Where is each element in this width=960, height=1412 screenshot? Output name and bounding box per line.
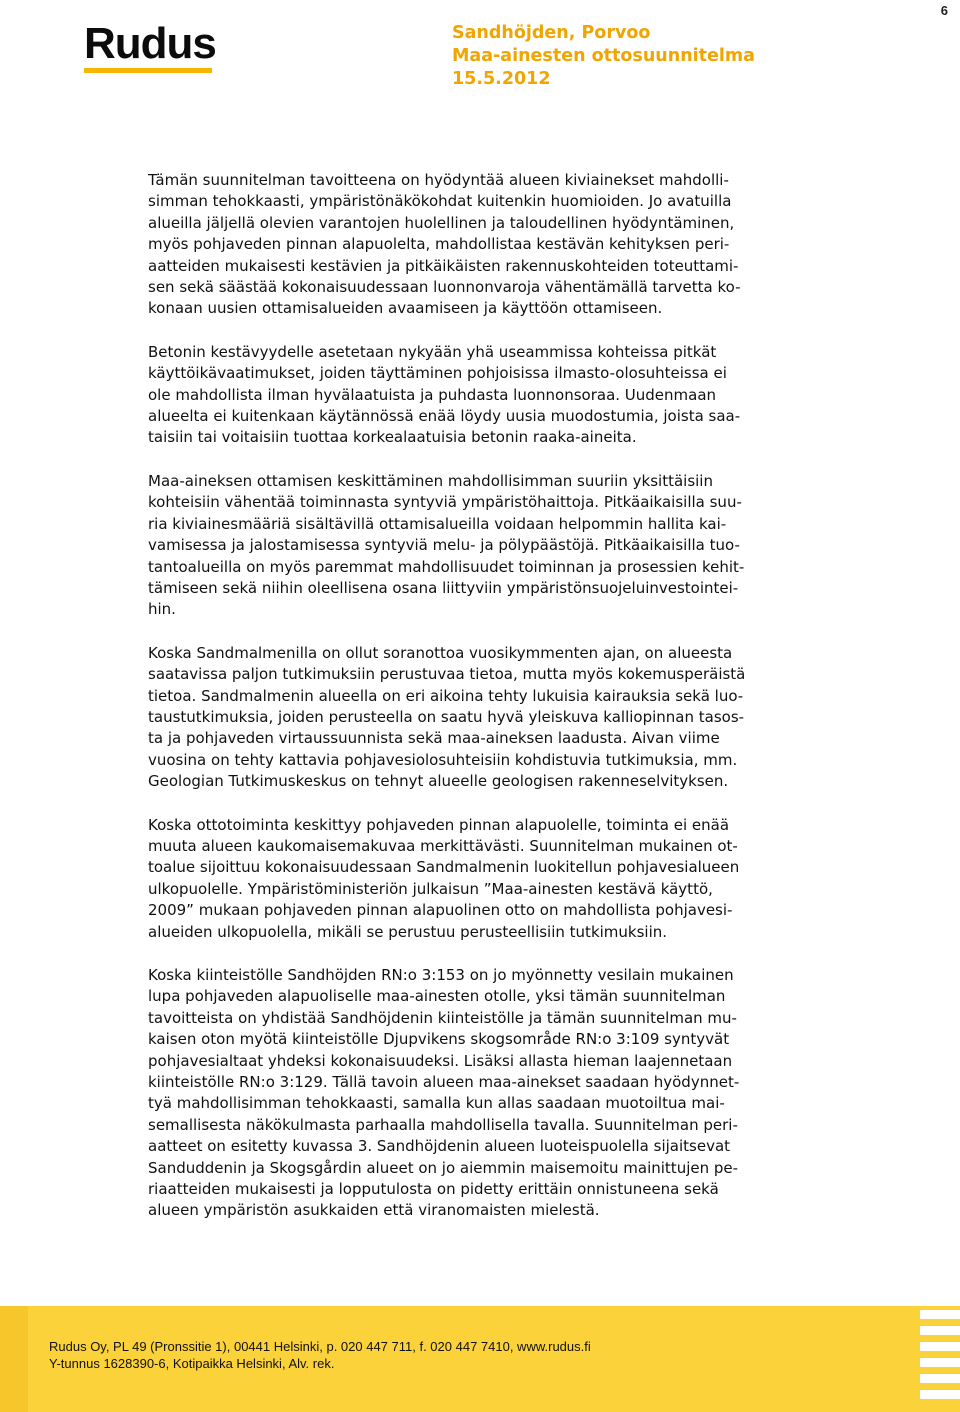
text-line: taustutkimuksia, joiden perusteella on saatu hyvä yleiskuva kalliopinnan tasos- (148, 707, 745, 726)
text-line: tyä mahdollisimman tehokkaasti, samalla kun allas saadaan muotoiltua mai- (148, 1094, 725, 1113)
text-line: vamisessa ja jalostamisessa syntyviä melu- ja pölypäästöjä. Pitkäaikaisilla tuo- (148, 536, 740, 555)
text-line: simman tehokkaasti, ympäristönäkökohdat kuitenkin huomioiden. Jo avatuilla (148, 192, 732, 211)
text-line: ulkopuolelle. Ympäristöministeriön julkaisun ”Maa-ainesten kestävä käyttö, (148, 879, 713, 898)
text-line: alueen ympäristön asukkaiden että viranomaisten mielestä. (148, 1201, 600, 1220)
text-line: ria kiviainesmääriä sisältävillä ottamisalueilla voidaan helpommin hallita kai- (148, 514, 727, 533)
text-line: Koska kiinteistölle Sandhöjden RN:o 3:153 on jo myönnetty vesilain mukainen (148, 966, 734, 984)
text-line: semallisesta näkökulmasta parhaalla mahdollisella tavalla. Suunnitelman peri- (148, 1115, 738, 1134)
page-number: 6 (940, 3, 948, 18)
text-line: lupa pohjaveden alapuoliselle maa-ainesten otolle, yksi tämän suunnitelman (148, 987, 726, 1006)
text-line: Tämän suunnitelman tavoitteena on hyödyntää alueen kiviainekset mahdolli- (148, 171, 729, 189)
text-line: konaan uusien ottamisalueiden avaamiseen ja käyttöön ottamiseen. (148, 299, 663, 318)
text-line: Maa-aineksen ottamisen keskittäminen mahdollisimman suuriin yksittäisiin (148, 471, 713, 490)
text-line: vuosina on tehty kattavia pohjavesiolosuhteisiin kohdistuvia tutkimuksia, mm. (148, 750, 738, 769)
text-line: riaatteiden mukaisesti ja lopputulosta on pidetty erittäin onnistuneena sekä (148, 1180, 719, 1199)
text-line: käyttöikävaatimukset, joiden täyttäminen pohjoisissa ilmasto-olosuhteissa ei (148, 364, 727, 383)
text-line: ole mahdollista ilman hyvälaatuista ja puhdasta luonnonsoraa. Uudenmaan (148, 385, 717, 404)
text-line: alueiden ulkopuolella, mikäli se perustuu perusteellisiin tutkimuksiin. (148, 922, 668, 941)
text-line: myös pohjaveden pinnan alapuolelta, mahdollistaa kestävän kehityksen peri- (148, 235, 730, 254)
paragraph (148, 815, 854, 943)
footer-company-id: Y-tunnus 1628390-6, Kotipaikka Helsinki, Alv. rek. (49, 1356, 335, 1371)
text-line: tämiseen sekä niihin oleellisena osana liittyviin ympäristönsuojeluinvestointei- (148, 578, 739, 597)
document-header (452, 22, 755, 91)
header-date: 15.5.2012 (452, 69, 551, 89)
text-line: ta ja pohjaveden virtaussuunnista sekä maa-aineksen laadusta. Aivan viime (148, 729, 720, 748)
header-title: Maa-ainesten ottosuunnitelma (452, 46, 755, 66)
text-line: kaisen oton myötä kiinteistölle Djupvikens skogsområde RN:o 3:109 syntyvät (148, 1030, 730, 1049)
paragraph (148, 643, 854, 793)
header-location: Sandhöjden, Porvoo (452, 23, 651, 43)
text-line: taisiin tai voitaisiin tuottaa korkealaatuisia betonin raaka-aineita. (148, 428, 637, 447)
text-line: tavoitteista on yhdistää Sandhöjdenin kiinteistölle ja tämän suunnitelman mu- (148, 1008, 737, 1027)
text-line: Koska ottotoiminta keskittyy pohjaveden pinnan alapuolelle, toiminta ei enää (148, 815, 730, 834)
text-line: Geologian Tutkimuskeskus on tehnyt alueelle geologisen rakenneselvityksen. (148, 772, 729, 791)
text-line: aatteiden mukaisesti kestävien ja pitkäikäisten rakennuskohteiden toteuttami- (148, 256, 739, 275)
text-line: alueilla jäljellä olevien varantojen huolellinen ja taloudellinen hyödyntäminen, (148, 213, 735, 232)
footer-logo-marks (920, 1310, 960, 1406)
text-line: tantoalueilla on myös paremmat mahdollisuudet toiminnan ja prosessien kehit- (148, 557, 745, 576)
text-line: Koska Sandmalmenilla on ollut soranottoa vuosikymmenten ajan, on alueesta (148, 643, 733, 662)
text-line: pohjavesialtaat yhdeksi kokonaisuudeksi. Lisäksi allasta hieman laajennetaan (148, 1051, 733, 1070)
body-text (148, 170, 854, 1244)
text-line: kiinteistölle RN:o 3:129. Tällä tavoin alueen maa-ainekset saadaan hyödynnet- (148, 1073, 740, 1092)
text-line: hin. (148, 600, 176, 619)
paragraph (148, 965, 854, 1222)
text-line: tietoa. Sandmalmenin alueella on eri aikoina tehty lukuisia kairauksia sekä luo- (148, 686, 744, 705)
paragraph (148, 471, 854, 621)
paragraph (148, 170, 854, 320)
text-line: Sanduddenin ja Skogsgårdin alueet on jo aiemmin maisemoitu mainittujen pe- (148, 1158, 739, 1177)
paragraph (148, 342, 854, 449)
text-line: aatteet on esitetty kuvassa 3. Sandhöjdenin alueen luoteispuolella sijaitsevat (148, 1137, 731, 1156)
text-line: 2009” mukaan pohjaveden pinnan alapuolinen otto on mahdollista pohjavesi- (148, 901, 733, 920)
text-line: Betonin kestävyydelle asetetaan nykyään yhä useammissa kohteissa pitkät (148, 342, 717, 361)
text-line: saatavissa paljon tutkimuksiin perustuvaa tietoa, mutta myös kokemusperäistä (148, 665, 746, 684)
footer-stripe (0, 1306, 28, 1412)
logo-underline (84, 68, 212, 73)
rudus-logo: Rudus (84, 19, 216, 68)
text-line: toalue sijoittuu kokonaisuudessaan Sandmalmenin luokitellun pohjavesialueen (148, 858, 740, 877)
footer-contact (49, 1338, 591, 1372)
text-line: muuta alueen kaukomaisemakuvaa merkittävästi. Suunnitelman mukainen ot- (148, 836, 738, 855)
text-line: kohteisiin vähentää toiminnasta syntyviä ympäristöhaittoja. Pitkäaikaisilla suu- (148, 493, 742, 512)
text-line: sen sekä säästää kokonaisuudessaan luonnonvaroja vähentämällä tarvetta ko- (148, 278, 741, 297)
footer-address: Rudus Oy, PL 49 (Pronssitie 1), 00441 Helsinki, p. 020 447 711, f. 020 447 7410, www.rudus.fi (49, 1339, 591, 1354)
text-line: alueelta ei kuitenkaan käytännössä enää löydy uusia muodostumia, joista saa- (148, 407, 741, 426)
